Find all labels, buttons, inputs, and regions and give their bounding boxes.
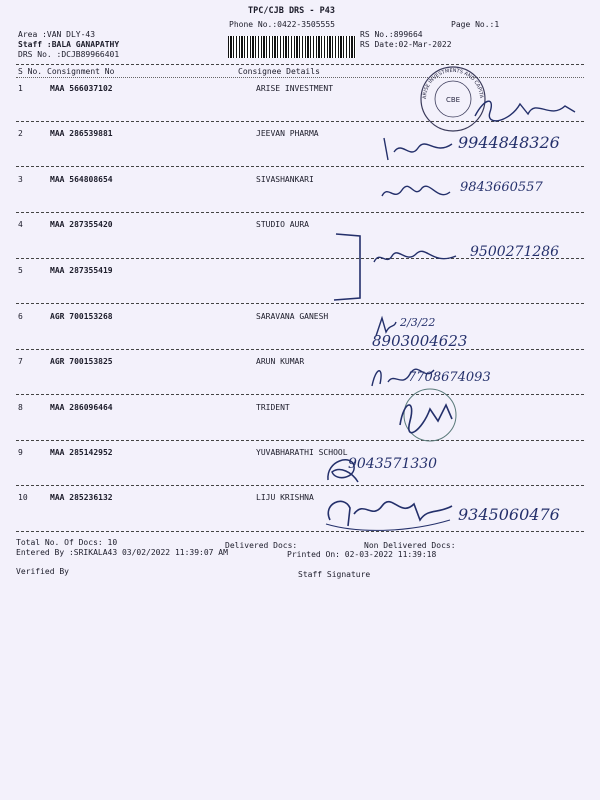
total-docs: Total No. Of Docs: 10 — [16, 538, 118, 547]
page-number: Page No.:1 — [451, 20, 500, 29]
handwritten-phone-10: 9345060476 — [458, 505, 560, 524]
bracket-rows-4-5 — [330, 230, 366, 304]
handwritten-phone-4: 9500271286 — [470, 244, 560, 260]
row-consignment: MAA 285142952 — [50, 448, 113, 457]
row-sno: 7 — [18, 357, 23, 366]
row-divider — [16, 212, 584, 213]
document-title: TPC/CJB DRS - P43 — [248, 6, 335, 16]
col-consignment: Consignment No — [47, 67, 115, 76]
staff-label: Staff :BALA GANAPATHY — [18, 40, 120, 49]
area-label: Area :VAN DLY-43 — [18, 30, 96, 39]
row-consignment: MAA 566037102 — [50, 84, 113, 93]
row-sno: 3 — [18, 175, 23, 184]
row-divider — [16, 485, 584, 486]
col-sno: S No. — [18, 67, 43, 76]
signature-row8 — [392, 385, 462, 447]
row-consignment: MAA 287355419 — [50, 266, 113, 275]
row-consignee: LIJU KRISHNA — [256, 493, 314, 502]
row-consignment: MAA 285236132 — [50, 493, 113, 502]
printed-on: Printed On: 02-03-2022 11:39:18 — [287, 550, 437, 559]
row-consignee: SIVASHANKARI — [256, 175, 314, 184]
delivered-docs: Delivered Docs: — [225, 541, 298, 550]
handwritten-date-6: 2/3/22 — [400, 316, 436, 329]
row-consignment: MAA 286539881 — [50, 129, 113, 138]
row-divider — [16, 440, 584, 441]
row-sno: 8 — [18, 403, 23, 412]
row-sno: 2 — [18, 129, 23, 138]
row-consignment: AGR 700153268 — [50, 312, 113, 321]
entered-by: Entered By :SRIKALA43 03/02/2022 11:39:07 AM — [16, 548, 228, 557]
phone-number: Phone No.:0422-3505555 — [229, 20, 335, 29]
row-sno: 1 — [18, 84, 23, 93]
row-consignment: MAA 287355420 — [50, 220, 113, 229]
handwritten-phone-2: 9944848326 — [458, 133, 560, 152]
row-sno: 6 — [18, 312, 23, 321]
handwritten-phone-9: 9043571330 — [348, 456, 438, 472]
drs-number: DRS No. :DCJB89966401 — [18, 50, 120, 59]
rs-number: RS No.:899664 — [360, 30, 423, 39]
stamp-center-text: CBE — [445, 96, 461, 104]
row-sno: 5 — [18, 266, 23, 275]
row-consignee: JEEVAN PHARMA — [256, 129, 319, 138]
row-sno: 4 — [18, 220, 23, 229]
column-divider — [16, 77, 584, 78]
row-consignee: STUDIO AURA — [256, 220, 309, 229]
handwritten-phone-3: 9843660557 — [460, 180, 543, 195]
row-consignee: SARAVANA GANESH — [256, 312, 329, 321]
rs-date: RS Date:02-Mar-2022 — [360, 40, 452, 49]
handwritten-phone-7: 7708674093 — [408, 370, 491, 385]
row-consignee: ARUN KUMAR — [256, 357, 305, 366]
row-consignment: AGR 700153825 — [50, 357, 113, 366]
signature-row10 — [320, 490, 460, 534]
signature-row3 — [378, 176, 454, 206]
header-divider — [16, 64, 584, 65]
signature-row2 — [380, 130, 460, 164]
row-consignment: MAA 564808654 — [50, 175, 113, 184]
row-consignee: TRIDENT — [256, 403, 290, 412]
verified-by: Verified By — [16, 567, 69, 576]
staff-signature: Staff Signature — [298, 570, 371, 579]
row-divider — [16, 394, 584, 395]
row-divider — [16, 531, 584, 532]
stamp-top-text: ARISE INVESTMENTS AND CAPITA — [421, 67, 485, 100]
non-delivered-docs: Non Delivered Docs: — [364, 541, 456, 550]
row-consignee: ARISE INVESTMENT — [256, 84, 334, 93]
row-sno: 9 — [18, 448, 23, 457]
row-consignee: YUVABHARATHI SCHOOL — [256, 448, 348, 457]
row-divider — [16, 349, 584, 350]
signature-row4 — [370, 244, 460, 270]
row-consignment: MAA 286096464 — [50, 403, 113, 412]
barcode — [228, 36, 356, 58]
handwritten-phone-6: 8903004623 — [372, 332, 468, 350]
row-sno: 10 — [18, 493, 28, 502]
signature-row1 — [470, 92, 580, 126]
row-divider — [16, 166, 584, 167]
col-consignee: Consignee Details — [238, 67, 320, 76]
row-divider — [16, 303, 584, 304]
